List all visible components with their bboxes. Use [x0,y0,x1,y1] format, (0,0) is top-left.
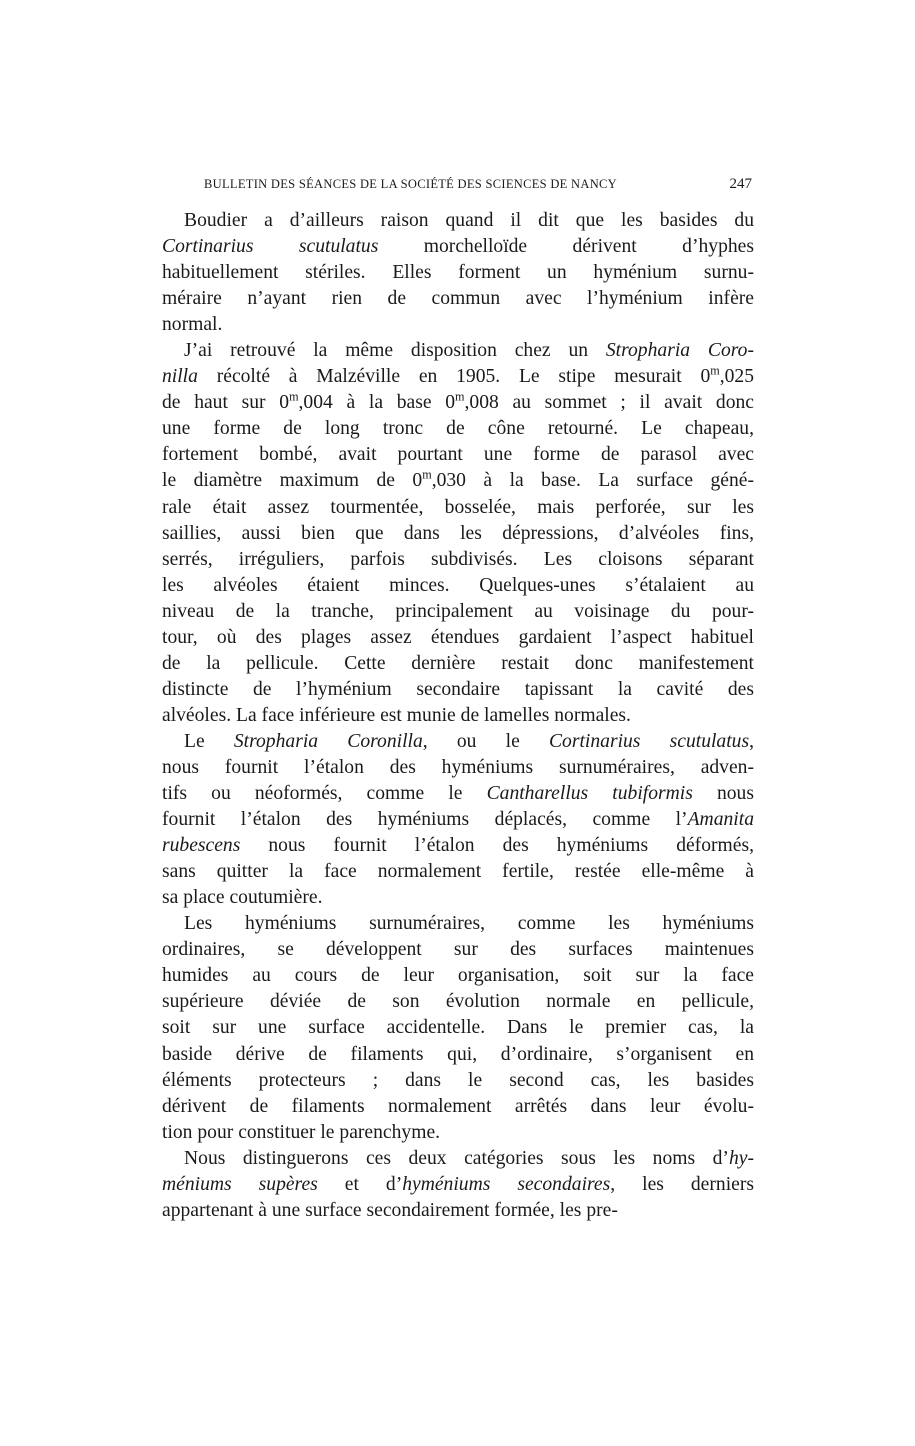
italic-span: Cortinarius scutulatus [162,236,379,258]
text-line [162,1015,754,1041]
paragraph [162,338,754,729]
text-span: Boudier a d’ailleurs raison quand il dit que les basides du [184,210,754,231]
text-span: ,025 [719,366,754,388]
text-span: supérieure déviée de son évolution normale en pellicule, [162,991,754,1013]
text-line [162,1094,754,1120]
text-line [162,286,754,312]
text-span: éléments protecteurs ; dans le second cas, les basides [162,1069,754,1091]
italic-span: nilla [162,366,198,388]
text-span: Le [184,730,234,752]
text-span: nous fournit l’étalon des hyméniums déformés, [240,835,754,857]
text-span: sa place coutumière. [162,887,323,909]
text-span: J’ai retrouvé la même disposition chez un [184,340,606,362]
text-line [162,599,754,625]
text-line [162,1068,754,1094]
text-line [162,364,754,390]
paragraph [162,1146,754,1224]
text-span: une forme de long tronc de cône retourné. Le chapeau, [162,418,754,440]
text-span: tifs ou néoformés, comme le [162,783,487,805]
text-line [162,390,754,416]
text-span: baside dérive de filaments qui, d’ordinaire, s’organisent en [162,1043,754,1065]
unit-superscript: m [455,389,465,404]
text-line [162,1120,754,1146]
text-span: tion pour constituer le parenchyme. [162,1121,441,1143]
text-line [162,989,754,1015]
paragraph [162,911,754,1145]
text-line [162,495,754,521]
text-line [162,1042,754,1068]
text-line [162,963,754,989]
text-span: , [749,730,754,752]
text-span: nous fournit l’étalon des hyméniums surnuméraires, adven- [162,756,754,778]
text-span: normal. [162,314,223,336]
text-span: sans quitter la face normalement fertile, restée elle-même à [162,861,754,883]
text-line [162,312,754,338]
text-span: fournit l’étalon des hyméniums déplacés, comme l’ [162,809,688,831]
running-title: BULLETIN DES SÉANCES DE LA SOCIÉTÉ DES SCIENCES DE NANCY [204,177,617,191]
text-span: soit sur une surface accidentelle. Dans le premier cas, la [162,1017,754,1039]
text-line [162,416,754,442]
text-span: le diamètre maximum de 0 [162,470,423,492]
text-line [162,208,754,234]
text-line [162,260,754,286]
text-line [162,442,754,468]
text-span: appartenant à une surface secondairement formée, les pre- [162,1199,618,1221]
italic-span: rubescens [162,835,241,857]
text-span: ordinaires, se développent sur des surfaces maintenues [162,939,754,961]
text-line [162,1172,754,1198]
text-span: serrés, irréguliers, parfois subdivisés. Les cloisons séparant [162,548,754,570]
text-line [162,625,754,651]
text-line [162,651,754,677]
text-span: morchelloïde dérivent d’hyphes [378,236,754,258]
text-span: les alvéoles étaient minces. Quelques-unes s’étalaient au [162,574,754,596]
text-span: Les hyméniums surnuméraires, comme les hyméniums [184,913,754,935]
italic-span: Stropharia Coro- [605,340,754,362]
paragraph [162,208,754,338]
italic-span: hy- [728,1147,754,1169]
text-line [162,234,754,260]
text-span: tour, où des plages assez étendues gardaient l’aspect habituel [162,626,754,648]
text-line [162,937,754,963]
italic-span: Stropharia Coronilla [233,730,423,752]
text-span: ,008 au sommet ; il avait donc [464,392,754,414]
italic-span: méniums supères [162,1173,318,1195]
text-span: de la pellicule. Cette dernière restait donc manifestement [162,652,754,674]
text-line [162,1146,754,1172]
text-line [162,703,754,729]
italic-span: Cortinarius scutulatus [548,730,750,752]
text-span: rale était assez tourmentée, bosselée, mais perforée, sur les [162,496,754,518]
text-span: , les derniers [610,1173,754,1195]
text-line [162,677,754,703]
italic-span: Amanita [687,809,754,831]
text-line [162,911,754,937]
text-span: ,004 à la base 0 [298,392,456,414]
italic-span: hyméniums secondaires [402,1173,611,1195]
running-head [204,176,752,193]
text-span: , ou le [422,730,549,752]
text-line [162,729,754,755]
page-number: 247 [729,176,752,192]
text-span: distincte de l’hyménium secondaire tapissant la cavité des [162,678,754,700]
text-line [162,885,754,911]
text-line [162,338,754,364]
body-text [162,208,754,1224]
text-span: alvéoles. La face inférieure est munie de lamelles normales. [162,704,631,726]
text-line [162,859,754,885]
text-line [162,1198,754,1224]
italic-span: Cantharellus tubiformis [486,783,693,805]
text-line [162,807,754,833]
text-span: récolté à Malzéville en 1905. Le stipe mesurait 0 [197,366,711,388]
text-line [162,468,754,494]
text-span: ,030 à la base. La surface géné- [431,470,754,492]
paragraph [162,729,754,911]
text-span: niveau de la tranche, principalement au voisinage du pour- [162,600,754,622]
text-line [162,755,754,781]
text-line [162,521,754,547]
text-span: humides au cours de leur organisation, soit sur la face [162,965,754,987]
text-span: dérivent de filaments normalement arrêtés dans leur évolu- [162,1095,754,1117]
text-span: saillies, aussi bien que dans les dépressions, d’alvéoles fins, [162,522,754,544]
text-line [162,573,754,599]
text-span: de haut sur 0 [162,392,290,414]
text-line [162,833,754,859]
text-span: méraire n’ayant rien de commun avec l’hyménium infère [162,288,754,310]
unit-superscript: m [289,389,299,404]
text-span: habituellement stériles. Elles forment un hyménium surnu- [162,262,754,284]
unit-superscript: m [710,363,720,378]
text-span: et d’ [317,1173,403,1195]
text-span: nous [692,783,754,805]
text-line [162,547,754,573]
text-span: Nous distinguerons ces deux catégories sous les noms d’ [184,1147,729,1169]
text-line [162,781,754,807]
unit-superscript: m [422,467,432,482]
text-span: fortement bombé, avait pourtant une forme de parasol avec [162,444,754,466]
